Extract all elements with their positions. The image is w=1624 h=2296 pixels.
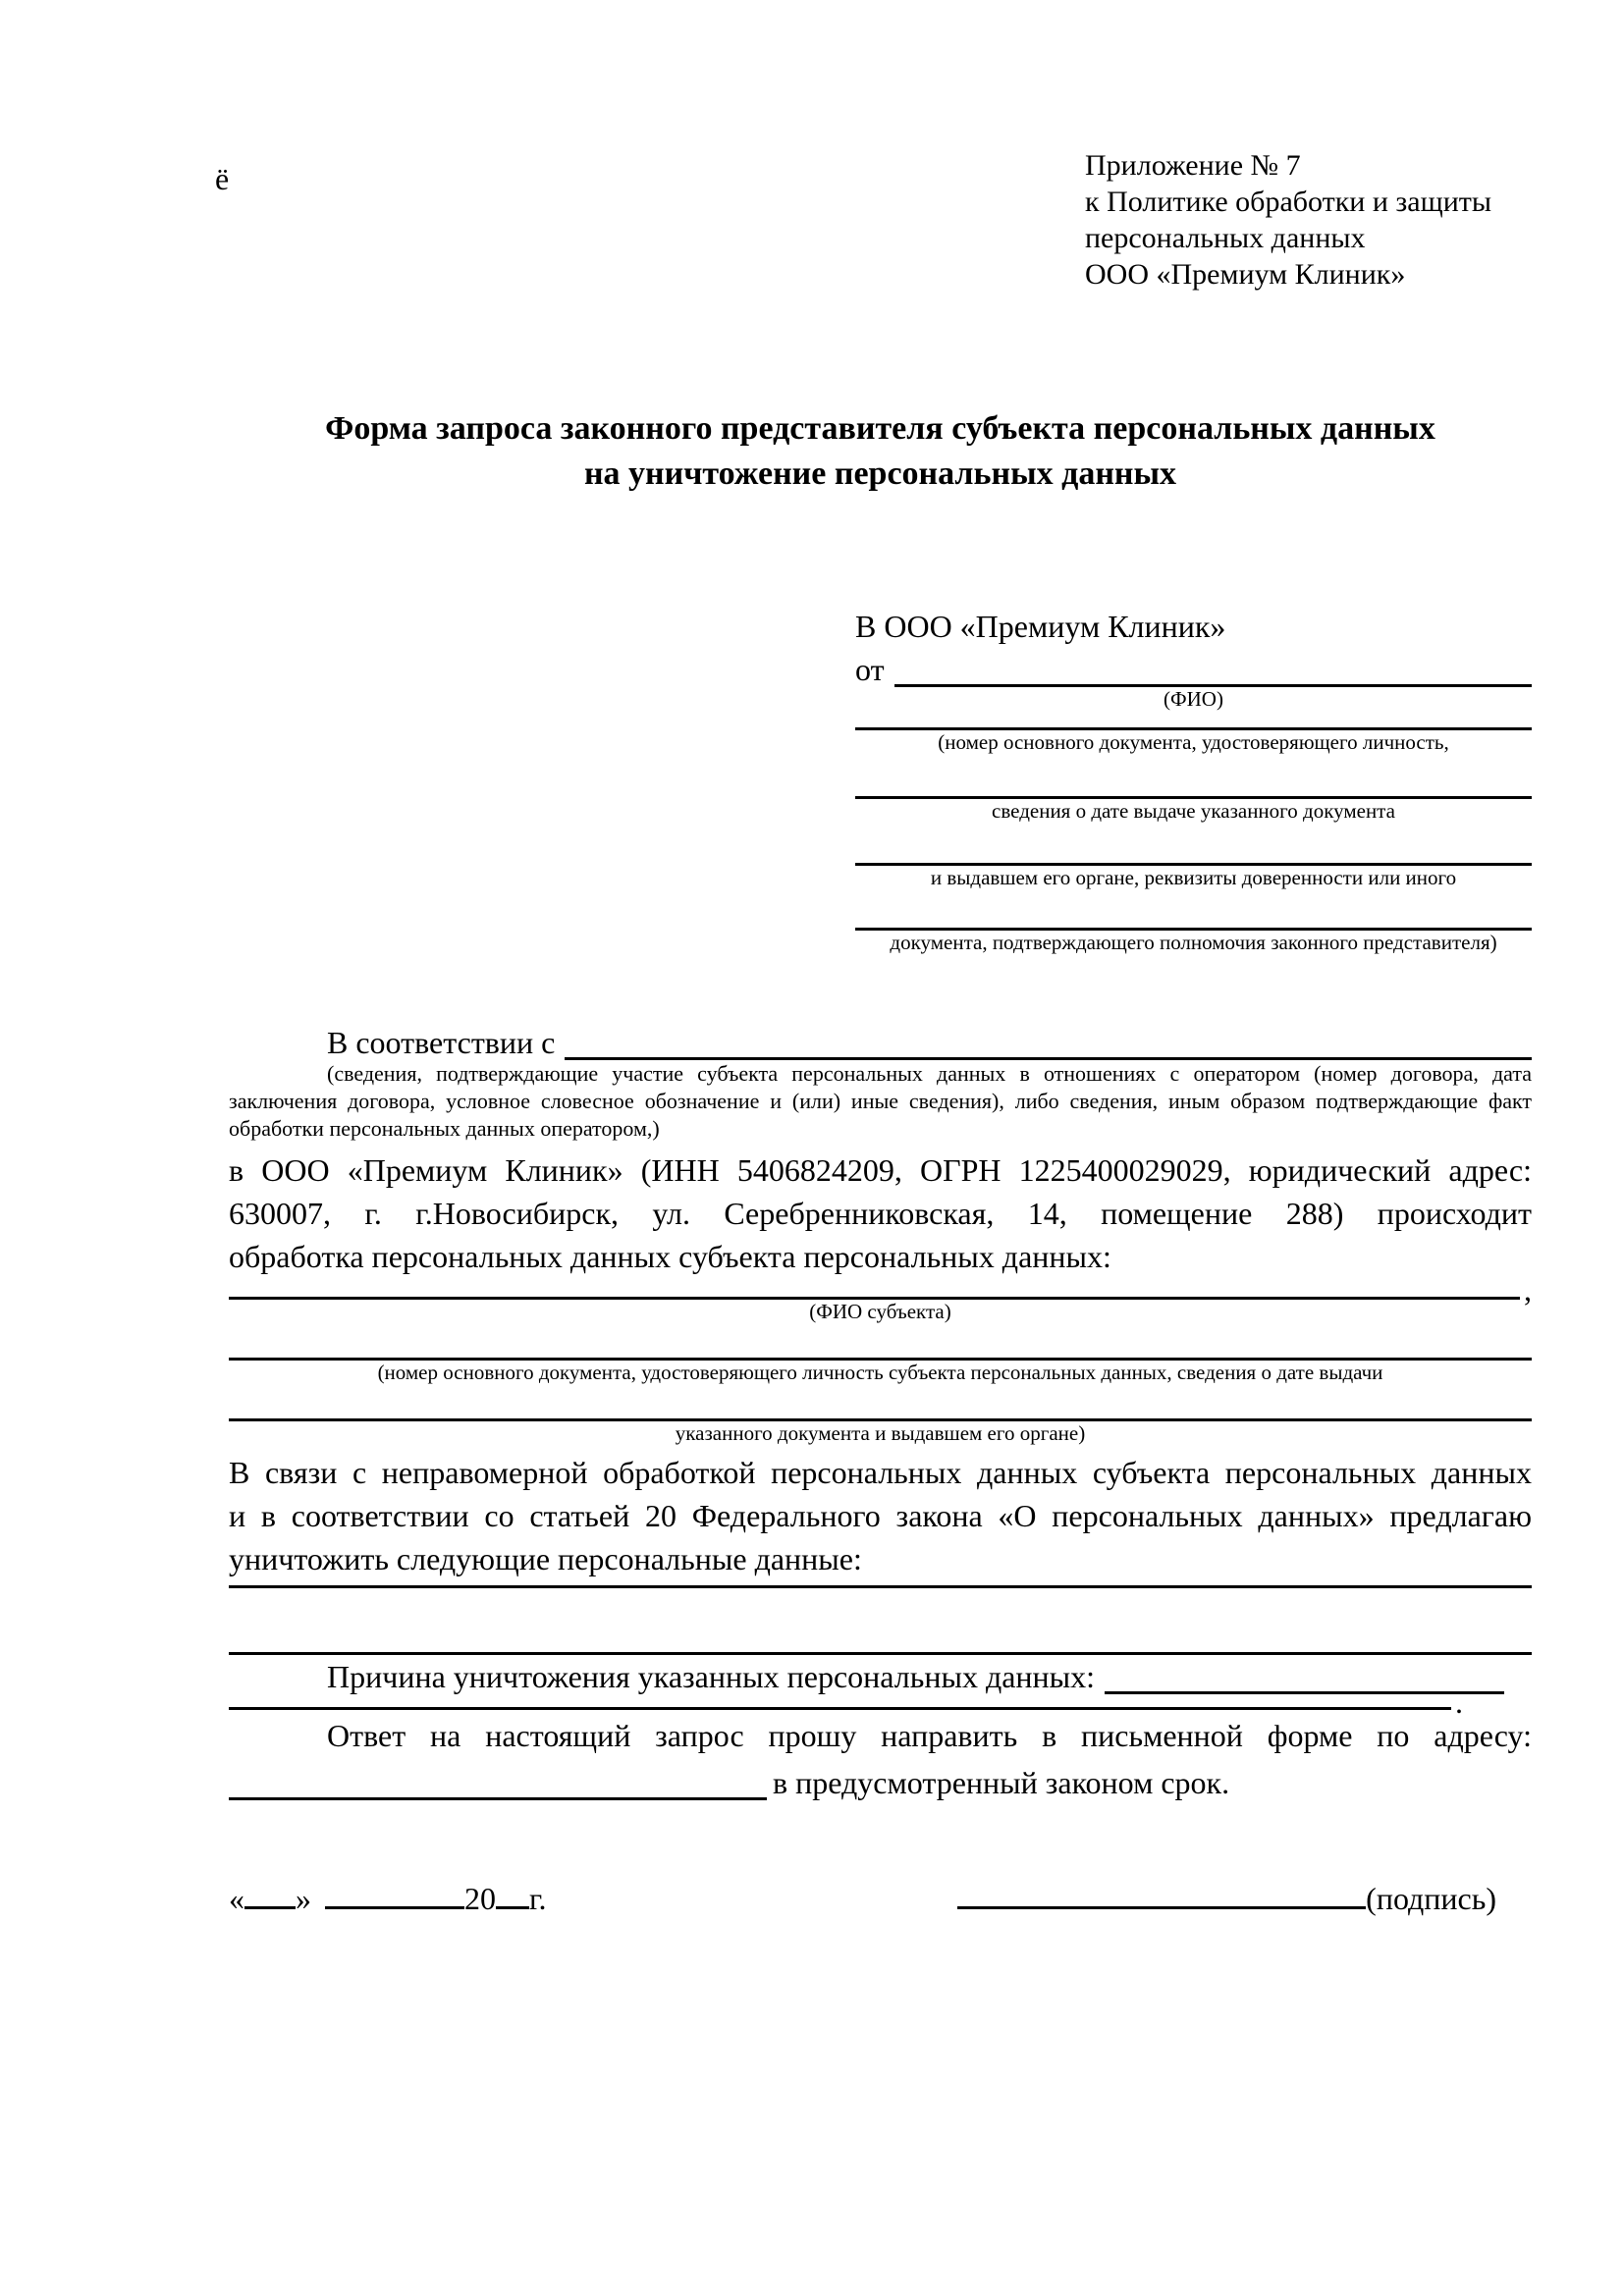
text-line: на уничтожение персональных данных [583, 455, 1177, 492]
text-line: Приложение № 7 [1085, 149, 1301, 182]
subject-fio-row [229, 1271, 1532, 1308]
date-year-blank [496, 1899, 529, 1909]
document-title [229, 406, 1532, 497]
data-to-destroy-blank-line-1 [229, 1580, 1532, 1588]
signature-caption: (подпись) [1366, 1881, 1496, 1917]
text-line: персональных данных [1085, 222, 1366, 254]
date-year-suffix: г. [529, 1881, 547, 1917]
reply-request-paragraph: Ответ на настоящий запрос прошу направить в письменной форме по адресу: [327, 1718, 1532, 1753]
fio-caption: (ФИО) [1164, 687, 1223, 711]
reason-row [229, 1655, 1532, 1694]
reply-address-row [229, 1757, 1532, 1800]
document-content [229, 147, 1532, 1916]
footer-row [229, 1871, 1532, 1916]
from-row [855, 646, 1532, 687]
subject-doc-caption-1: (номер основного документа, удостоверяющего личность субъекта персональных данных, сведения о дате выдачи [377, 1361, 1383, 1384]
signature-group [957, 1883, 1496, 1916]
appendix-header-block [1085, 147, 1532, 293]
reply-suffix-text: в предусмотренный законом срок. [773, 1765, 1230, 1801]
text-line: заключения договора, условное словесное обозначение и (или) иные сведения), либо сведения, иным образом подтверждающие факт [229, 1089, 1532, 1113]
representative-doc-blank-line-3 [855, 823, 1532, 866]
text-line: и в соответствии со статьей 20 Федерального закона «О персональных данных» предлагаю [229, 1498, 1532, 1533]
text-line: обработка персональных данных субъекта персональных данных: [229, 1239, 1111, 1274]
text-line: в ООО «Премиум Клиник» (ИНН 5406824209, ОГРН 1225400029029, юридический адрес: [229, 1152, 1532, 1188]
text-line: ООО «Премиум Клиник» [1085, 258, 1406, 291]
accordance-row [229, 1015, 1532, 1060]
date-month-blank [325, 1899, 464, 1909]
subject-fio-caption: (ФИО субъекта) [809, 1300, 951, 1323]
addressee-organization: В ООО «Премиум Клиник» [855, 609, 1226, 644]
representative-doc-blank-line-2 [855, 754, 1532, 799]
reply-address-blank-line [229, 1790, 767, 1800]
subject-fio-blank-line [229, 1292, 1520, 1300]
text-line: уничтожить следующие персональные данные: [229, 1541, 862, 1576]
text-line: 630007, г. г.Новосибирск, ул. Серебренниковская, 14, помещение 288) происходит [229, 1196, 1532, 1231]
reason-label: Причина уничтожения указанных персональных данных: [327, 1659, 1096, 1695]
from-name-blank-line [894, 679, 1532, 687]
subject-doc-blank-line-1 [229, 1323, 1532, 1361]
reason-trailing-period: . [1455, 1684, 1463, 1720]
data-to-destroy-blank-line-2 [229, 1614, 1532, 1655]
representative-doc-blank-line-1 [855, 711, 1532, 730]
accordance-blank-line [565, 1052, 1532, 1060]
subject-doc-blank-line-2 [229, 1384, 1532, 1421]
representative-doc-blank-line-4 [855, 889, 1532, 931]
from-label: от [855, 652, 885, 688]
text-line: (сведения, подтверждающие участие субъекта персональных данных в отношениях с оператором (номер договора, дата [327, 1061, 1532, 1086]
text-line: обработки персональных данных оператором,) [229, 1116, 660, 1141]
date-quote-close: » [296, 1881, 311, 1917]
representative-doc-caption-4: документа, подтверждающего полномочия законного представителя) [890, 931, 1497, 954]
demand-paragraph [229, 1451, 1532, 1580]
accordance-note [229, 1060, 1532, 1143]
date-year-prefix: 20 [464, 1881, 496, 1917]
stray-character: ё [215, 161, 230, 196]
reason-continuation-row [229, 1684, 1532, 1720]
subject-fio-trailing-comma: , [1524, 1271, 1532, 1308]
date-quote-open: « [229, 1881, 244, 1917]
reason-blank-line [1105, 1686, 1504, 1694]
signature-blank-line [957, 1899, 1366, 1909]
date-day-blank [244, 1899, 296, 1909]
reason-continuation-blank-line [229, 1702, 1451, 1710]
addressee-block [855, 607, 1532, 954]
accordance-label: В соответствии с [327, 1025, 556, 1061]
representative-doc-caption-2: сведения о дате выдаче указанного документа [992, 799, 1395, 823]
date-group [229, 1883, 547, 1916]
representative-doc-caption-3: и выдавшем его органе, реквизиты доверенности или иного [930, 866, 1457, 889]
representative-doc-caption-1: (номер основного документа, удостоверяющего личность, [938, 730, 1449, 754]
text-line: Форма запроса законного представителя субъекта персональных данных [325, 410, 1435, 447]
text-line: к Политике обработки и защиты [1085, 186, 1492, 218]
operator-paragraph [229, 1148, 1532, 1278]
text-line: В связи с неправомерной обработкой персональных данных субъекта персональных данных [229, 1455, 1532, 1490]
subject-doc-caption-2: указанного документа и выдавшем его органе) [675, 1421, 1086, 1445]
